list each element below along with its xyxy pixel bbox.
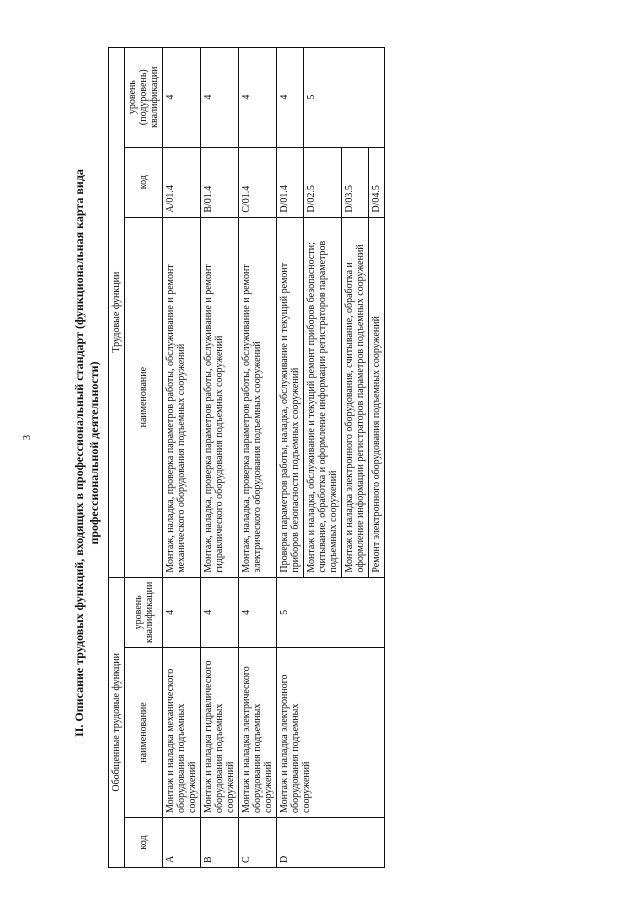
- function-name: Монтаж, наладка, проверка параметров работы, обслуживание и ремонт гидравлического оборудования подъемных сооружений: [201, 217, 239, 577]
- table-row: [201, 47, 239, 867]
- rotated-page-content: [12, 23, 640, 893]
- generalized-code: B: [201, 818, 239, 868]
- col-sublevel: уровень (подуровень) квалификации: [125, 47, 163, 147]
- table-row: [239, 47, 277, 867]
- labor-functions-header: Трудовые функции: [109, 47, 125, 577]
- function-name: Монтаж и наладка, обслуживание и текущий ремонт приборов безопасности; считывание, обработка и оформление информации регистраторов параметров подъемных сооружений: [304, 217, 342, 577]
- col-name: наименование: [125, 648, 163, 818]
- generalized-name: Монтаж и наладка механического оборудования подъемных сооружений: [163, 648, 201, 818]
- generalized-code: C: [239, 818, 277, 868]
- generalized-code: A: [163, 818, 201, 868]
- function-code: D/03.5: [342, 147, 369, 217]
- function-name: Монтаж, наладка, проверка параметров работы, обслуживание и ремонт механического оборудования подъемных сооружений: [163, 217, 201, 577]
- function-name: Монтаж и наладка электронного оборудования, считывание, обработка и оформление информации регистраторов параметров подъемных сооружений: [342, 217, 369, 577]
- function-level: 4: [239, 47, 277, 147]
- function-code: D/02.5: [304, 147, 342, 217]
- functional-map-table: [108, 47, 385, 868]
- generalized-name: Монтаж и наладка гидравлического оборудования подъемных сооружений: [201, 648, 239, 818]
- col-qualification: уровень квалификации: [125, 577, 163, 647]
- function-code: D/04.5: [369, 147, 385, 217]
- generalized-name: Монтаж и наладка электрического оборудования подъемных сооружений: [239, 648, 277, 818]
- table-row: [277, 47, 304, 867]
- function-level: 4: [201, 47, 239, 147]
- generalized-code: D: [277, 818, 385, 868]
- col-function-code: код: [125, 147, 163, 217]
- function-code: B/01.4: [201, 147, 239, 217]
- function-level: 4: [277, 47, 304, 147]
- table-row: [163, 47, 201, 867]
- function-name: Проверка параметров работы, наладка, обслуживание и текущий ремонт приборов безопасности подъемных сооружений: [277, 217, 304, 577]
- generalized-level: 4: [163, 577, 201, 647]
- function-name: Монтаж, наладка, проверка параметров работы, обслуживание и ремонт электрического оборудования подъемных сооружений: [239, 217, 277, 577]
- section-title: [72, 73, 102, 833]
- generalized-level: 5: [277, 577, 385, 647]
- function-level: 5: [304, 47, 385, 147]
- function-level: 4: [163, 47, 201, 147]
- page-number: 3: [22, 435, 33, 440]
- section-title-line-2: профессиональной деятельности): [87, 361, 101, 545]
- col-function-name: наименование: [125, 217, 163, 577]
- generalized-name: Монтаж и наладка электронного оборудования подъемных сооружений: [277, 648, 385, 818]
- col-code: код: [125, 818, 163, 868]
- generalized-level: 4: [201, 577, 239, 647]
- function-code: D/01.4: [277, 147, 304, 217]
- function-code: A/01.4: [163, 147, 201, 217]
- section-title-line-1: II. Описание трудовых функций, входящих в профессиональный стандарт (функциональная карта вида: [72, 169, 86, 737]
- function-code: C/01.4: [239, 147, 277, 217]
- generalized-functions-header: Обобщенные трудовые функции: [109, 577, 125, 867]
- function-name: Ремонт электронного оборудования подъемных сооружений: [369, 217, 385, 577]
- generalized-level: 4: [239, 577, 277, 647]
